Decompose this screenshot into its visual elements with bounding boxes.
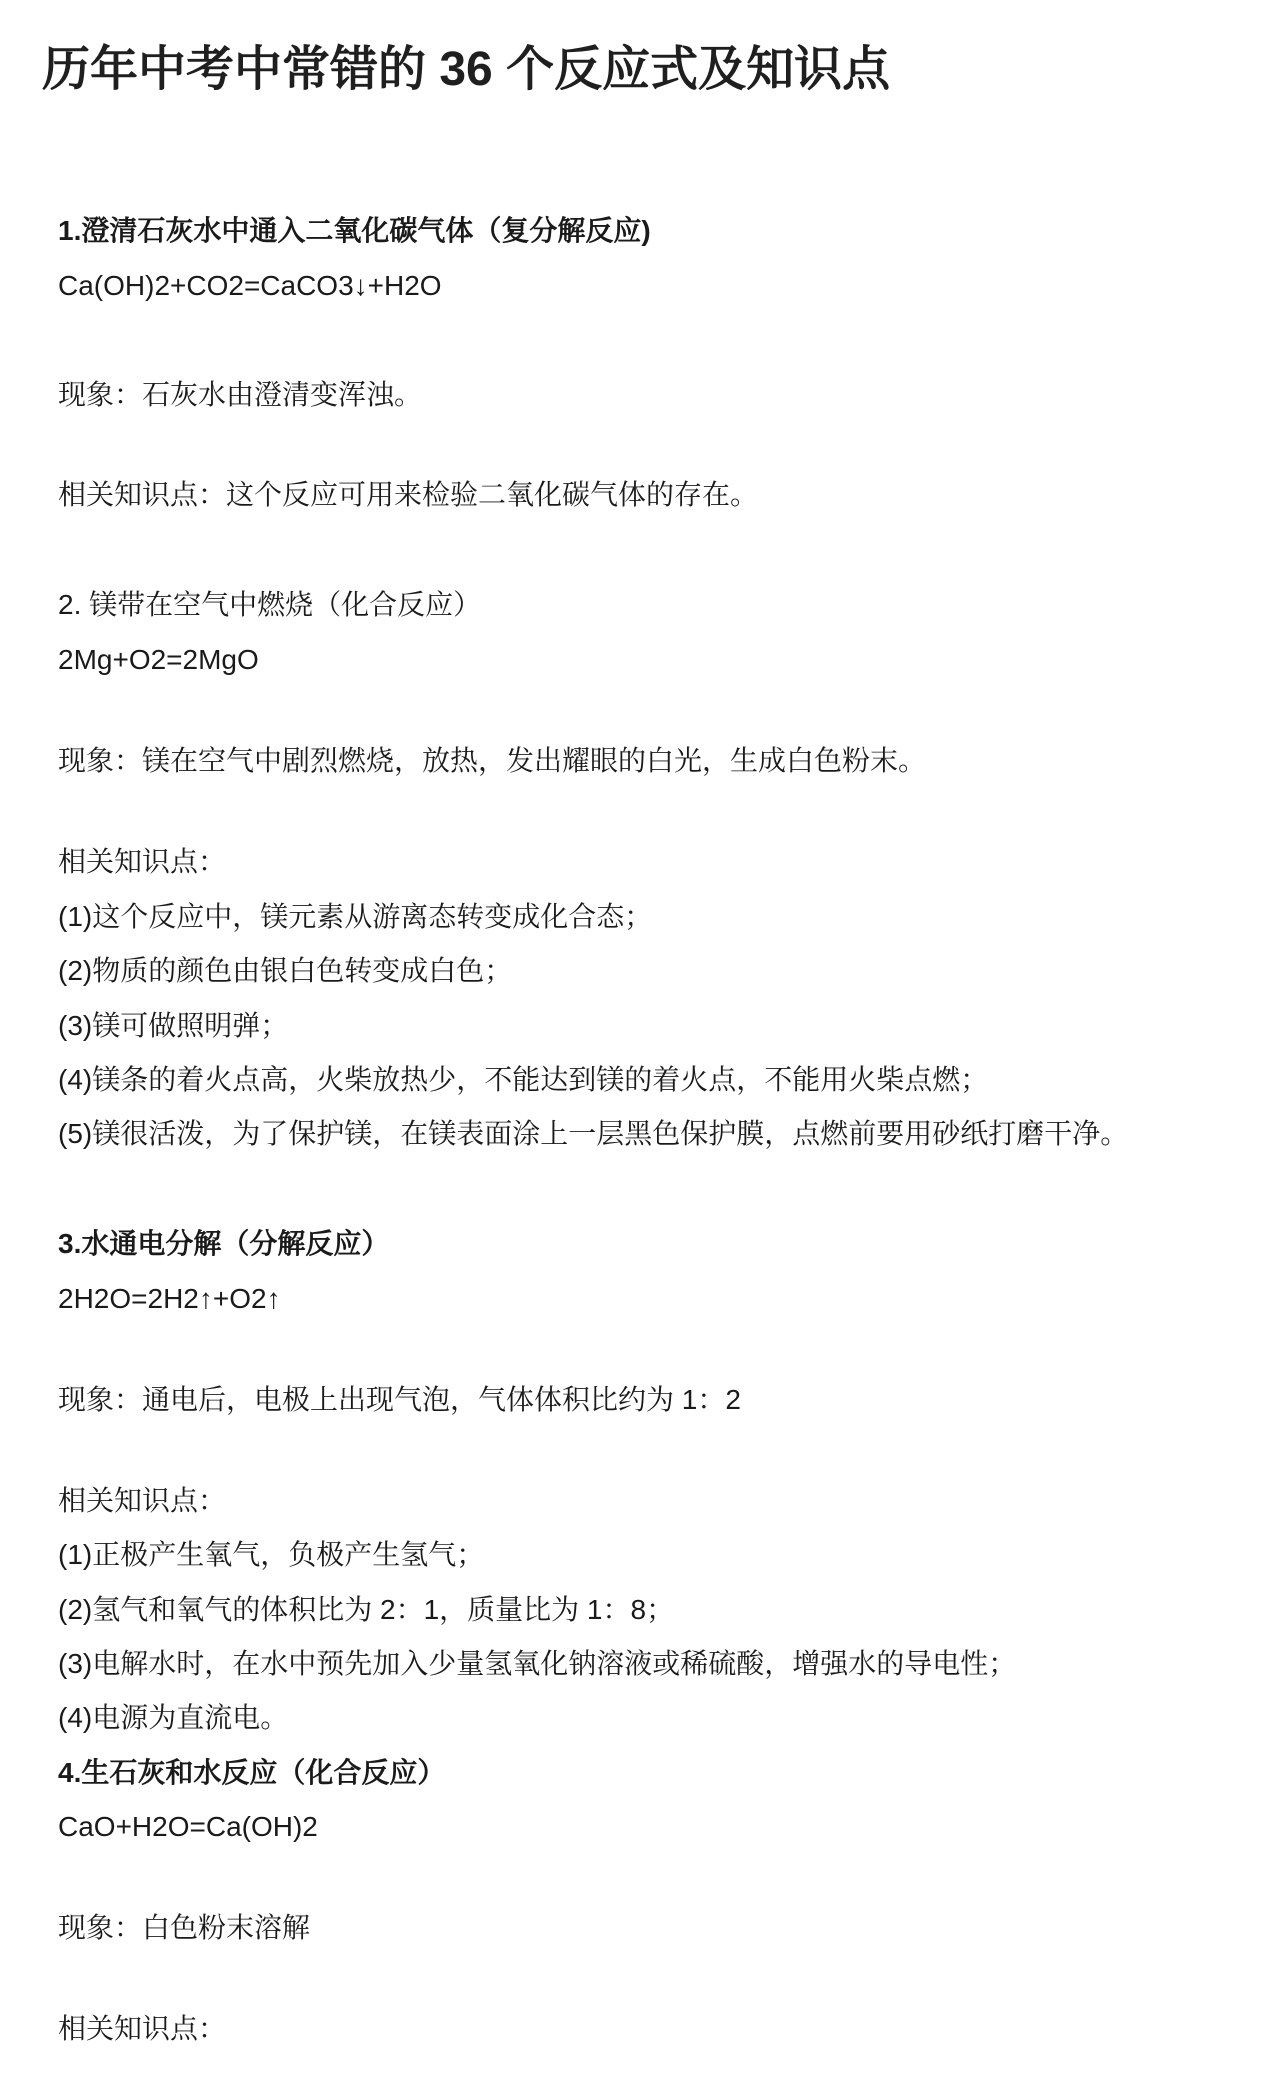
section-1-knowledge: 相关知识点：这个反应可用来检验二氧化碳气体的存在。 — [58, 479, 759, 510]
section-3-point-1: (1)正极产生氧气，负极产生氢气； — [58, 1539, 485, 1570]
section-2-point-5: (5)镁很活泼，为了保护镁，在镁表面涂上一层黑色保护膜，点燃前要用砂纸打磨干净。 — [58, 1118, 1129, 1149]
section-4-heading: 4.生石灰和水反应（化合反应） — [58, 1757, 446, 1788]
section-1-phenomenon: 现象：石灰水由澄清变浑浊。 — [58, 379, 423, 410]
section-3-point-2: (2)氢气和氧气的体积比为 2：1，质量比为 1：8； — [58, 1594, 675, 1625]
section-2-point-3: (3)镁可做照明弹； — [58, 1010, 289, 1041]
section-4-phenomenon: 现象：白色粉末溶解 — [58, 1912, 311, 1943]
section-3-point-3: (3)电解水时，在水中预先加入少量氢氧化钠溶液或稀硫酸，增强水的导电性； — [58, 1648, 1017, 1679]
section-1-equation: Ca(OH)2+CO2=CaCO3↓+H2O — [58, 270, 442, 301]
section-2-point-4: (4)镁条的着火点高，火柴放热少，不能达到镁的着火点，不能用火柴点燃； — [58, 1064, 989, 1095]
section-3-heading: 3.水通电分解（分解反应） — [58, 1228, 390, 1259]
section-2-knowledge-label: 相关知识点： — [58, 846, 227, 877]
section-1-heading: 1.澄清石灰水中通入二氧化碳气体（复分解反应) — [58, 215, 651, 246]
section-3-point-4: (4)电源为直流电。 — [58, 1702, 289, 1733]
section-2-heading: 2. 镁带在空气中燃烧（化合反应） — [58, 589, 482, 620]
section-2-point-1: (1)这个反应中，镁元素从游离态转变成化合态； — [58, 901, 653, 932]
page-title: 历年中考中常错的 36 个反应式及知识点 — [42, 43, 891, 96]
section-2-point-2: (2)物质的颜色由银白色转变成白色； — [58, 955, 513, 986]
section-3-equation: 2H2O=2H2↑+O2↑ — [58, 1283, 281, 1314]
section-2-phenomenon: 现象：镁在空气中剧烈燃烧，放热，发出耀眼的白光，生成白色粉末。 — [58, 745, 927, 776]
section-3-knowledge-label: 相关知识点： — [58, 1485, 227, 1516]
section-4-knowledge-label: 相关知识点： — [58, 2013, 227, 2044]
section-3-phenomenon: 现象：通电后，电极上出现气泡，气体体积比约为 1：2 — [58, 1384, 741, 1415]
section-2-equation: 2Mg+O2=2MgO — [58, 644, 259, 675]
section-4-equation: CaO+H2O=Ca(OH)2 — [58, 1811, 318, 1842]
